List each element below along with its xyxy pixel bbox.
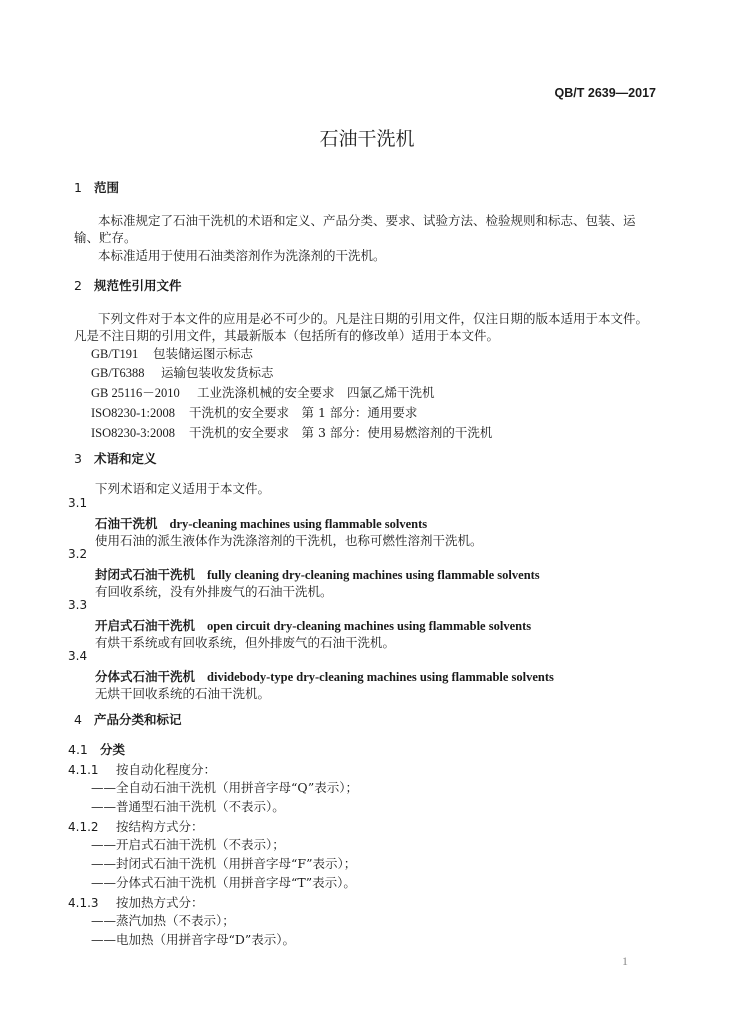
list-item: ——蒸汽加热（不表示）； xyxy=(91,913,235,928)
page-number: 1 xyxy=(622,954,628,968)
standard-number: QB/T 2639—2017 xyxy=(554,86,656,100)
term-heading xyxy=(95,667,554,685)
clause-text: 按结构方式分： xyxy=(116,819,204,834)
reference-item xyxy=(91,363,274,381)
reference-code: ISO8230-3:2008 xyxy=(91,426,176,440)
reference-item xyxy=(91,403,417,421)
reference-title: 干洗机的安全要求 第 1 部分：通用要求 xyxy=(189,405,418,420)
section-title: 术语和定义 xyxy=(94,451,157,466)
term-zh: 开启式石油干洗机 xyxy=(95,618,196,633)
reference-item xyxy=(91,344,253,362)
list-item: ——普通型石油干洗机（不表示）。 xyxy=(91,799,285,814)
term-heading xyxy=(95,616,531,634)
paragraph: 下列文件对于本文件的应用是必不可少的。凡是注日期的引用文件，仅注日期的版本适用于本文件。 xyxy=(98,311,649,326)
section-title: 规范性引用文件 xyxy=(94,278,182,293)
clause-text: 按加热方式分： xyxy=(116,895,204,910)
subsection-number: 4.1 xyxy=(68,742,88,757)
clause-item xyxy=(68,892,204,911)
section-title: 范围 xyxy=(94,180,120,195)
list-item: ——全自动石油干洗机（用拼音字母“Q”表示）； xyxy=(91,780,359,795)
section-1-heading xyxy=(74,178,119,196)
section-number: 3 xyxy=(74,451,82,466)
term-heading xyxy=(95,565,540,583)
clause-item xyxy=(68,816,204,835)
list-item: ——封闭式石油干洗机（用拼音字母“F”表示）； xyxy=(91,856,357,871)
clause-number: 4.1.1 xyxy=(68,763,99,777)
paragraph: 输、贮存。 xyxy=(74,230,137,245)
paragraph: 下列术语和定义适用于本文件。 xyxy=(95,481,271,496)
reference-item xyxy=(91,383,435,401)
term-number: 3.3 xyxy=(68,598,88,612)
term-number: 3.2 xyxy=(68,547,88,561)
reference-item xyxy=(91,423,492,441)
term-definition: 有回收系统，没有外排废气的石油干洗机。 xyxy=(95,584,333,599)
term-zh: 石油干洗机 xyxy=(95,516,158,531)
reference-title: 运输包装收发货标志 xyxy=(161,365,274,380)
term-zh: 分体式石油干洗机 xyxy=(95,669,196,684)
reference-title: 干洗机的安全要求 第 3 部分：使用易燃溶剂的干洗机 xyxy=(189,425,493,440)
clause-number: 4.1.3 xyxy=(68,896,99,910)
section-4-heading xyxy=(74,710,182,728)
term-definition: 有烘干系统或有回收系统，但外排废气的石油干洗机。 xyxy=(95,635,396,650)
clause-number: 4.1.2 xyxy=(68,820,99,834)
paragraph: 本标准规定了石油干洗机的术语和定义、产品分类、要求、试验方法、检验规则和标志、包装、运 xyxy=(98,213,636,228)
section-number: 1 xyxy=(74,180,82,195)
section-number: 2 xyxy=(74,278,82,293)
reference-title: 工业洗涤机械的安全要求 四氯乙烯干洗机 xyxy=(197,385,435,400)
list-item: ——开启式石油干洗机（不表示）； xyxy=(91,837,285,852)
term-number: 3.4 xyxy=(68,649,88,663)
reference-title: 包装储运图示标志 xyxy=(153,346,254,361)
term-number: 3.1 xyxy=(68,496,88,510)
term-en: fully cleaning dry-cleaning machines using flammable solvents xyxy=(207,568,540,582)
section-2-heading xyxy=(74,276,182,294)
term-zh: 封闭式石油干洗机 xyxy=(95,567,196,582)
term-en: dividebody-type dry-cleaning machines using flammable solvents xyxy=(207,670,554,684)
section-number: 4 xyxy=(74,712,82,727)
section-3-heading xyxy=(74,449,157,467)
paragraph: 本标准适用于使用石油类溶剂作为洗涤剂的干洗机。 xyxy=(98,248,386,263)
document-title: 石油干洗机 xyxy=(319,128,415,150)
section-title: 产品分类和标记 xyxy=(94,712,182,727)
subsection-title: 分类 xyxy=(100,742,126,757)
list-item: ——电加热（用拼音字母“D”表示）。 xyxy=(91,932,296,947)
term-en: dry-cleaning machines using flammable solvents xyxy=(169,517,428,531)
reference-code: GB/T6388 xyxy=(91,366,145,380)
paragraph: 凡是不注日期的引用文件，其最新版本（包括所有的修改单）适用于本文件。 xyxy=(74,328,500,343)
clause-text: 按自动化程度分： xyxy=(116,762,217,777)
term-definition: 无烘干回收系统的石油干洗机。 xyxy=(95,686,271,701)
list-item: ——分体式石油干洗机（用拼音字母“T”表示）。 xyxy=(91,875,356,890)
clause-item xyxy=(68,759,216,778)
subsection-heading xyxy=(68,740,125,758)
reference-code: ISO8230-1:2008 xyxy=(91,406,176,420)
reference-code: GB 25116－2010 xyxy=(91,386,180,400)
term-heading xyxy=(95,514,427,532)
reference-code: GB/T191 xyxy=(91,347,139,361)
term-en: open circuit dry-cleaning machines using flammable solvents xyxy=(207,619,532,633)
term-definition: 使用石油的派生液体作为洗涤溶剂的干洗机，也称可燃性溶剂干洗机。 xyxy=(95,533,483,548)
